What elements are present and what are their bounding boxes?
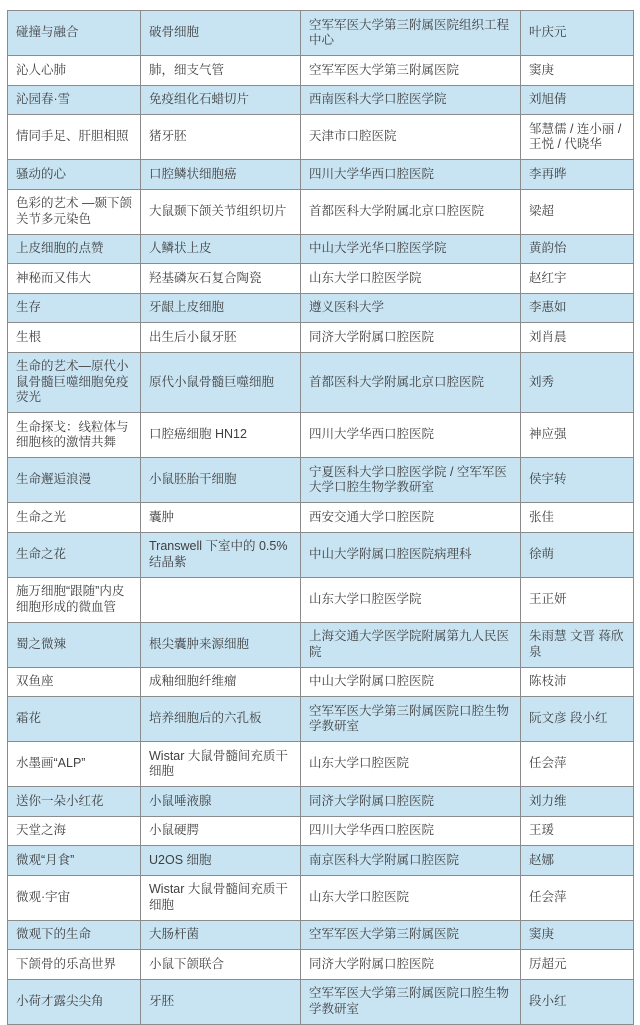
table-row: [8, 979, 634, 1024]
table-row: [8, 622, 634, 667]
table-row: [8, 352, 634, 413]
specimen-cell: 原代小鼠骨髓巨噬细胞: [141, 352, 301, 413]
authors-cell: 窦庚: [521, 56, 634, 86]
authors-cell: 窦庚: [521, 920, 634, 950]
specimen-cell: 牙龈上皮细胞: [141, 293, 301, 323]
specimen-cell: Wistar 大鼠骨髓间充质干细胞: [141, 742, 301, 787]
institution-cell: 山东大学口腔医院: [301, 742, 521, 787]
table-row: [8, 189, 634, 234]
artwork-title-cell: 微观下的生命: [8, 920, 141, 950]
artwork-title-cell: 情同手足、肝胆相照: [8, 115, 141, 160]
authors-cell: 陈枝沛: [521, 667, 634, 697]
institution-cell: 中山大学附属口腔医院病理科: [301, 532, 521, 577]
table-row: [8, 950, 634, 980]
authors-cell: 任会萍: [521, 875, 634, 920]
institution-cell: 四川大学华西口腔医院: [301, 160, 521, 190]
table-row: [8, 787, 634, 817]
table-row: [8, 293, 634, 323]
institution-cell: 山东大学口腔医学院: [301, 577, 521, 622]
authors-cell: 朱雨慧 文晋 蒋欣泉: [521, 622, 634, 667]
table-row: [8, 115, 634, 160]
institution-cell: 同济大学附属口腔医院: [301, 787, 521, 817]
table-row: [8, 11, 634, 56]
authors-cell: 李惠如: [521, 293, 634, 323]
table-row: [8, 816, 634, 846]
artwork-title-cell: 小荷才露尖尖角: [8, 979, 141, 1024]
artwork-title-cell: 生命之花: [8, 532, 141, 577]
table-row: [8, 85, 634, 115]
institution-cell: 同济大学附属口腔医院: [301, 950, 521, 980]
specimen-cell: 牙胚: [141, 979, 301, 1024]
institution-cell: 中山大学附属口腔医院: [301, 667, 521, 697]
authors-cell: 赵红宇: [521, 264, 634, 294]
specimen-cell: 小鼠硬腭: [141, 816, 301, 846]
institution-cell: 中山大学光华口腔医学院: [301, 234, 521, 264]
authors-cell: 阮文彦 段小红: [521, 697, 634, 742]
authors-cell: 刘旭倩: [521, 85, 634, 115]
artwork-title-cell: 生命之光: [8, 503, 141, 533]
specimen-cell: 根尖囊肿来源细胞: [141, 622, 301, 667]
artwork-title-cell: 水墨画“ALP”: [8, 742, 141, 787]
artwork-title-cell: 色彩的艺术 —颞下颌关节多元染色: [8, 189, 141, 234]
specimen-cell: 小鼠下颌联合: [141, 950, 301, 980]
institution-cell: 西南医科大学口腔医学院: [301, 85, 521, 115]
artwork-title-cell: 下颌骨的乐高世界: [8, 950, 141, 980]
institution-cell: 空军军医大学第三附属医院口腔生物学教研室: [301, 979, 521, 1024]
artwork-title-cell: 施万细胞“跟随”内皮细胞形成的微血管: [8, 577, 141, 622]
authors-cell: 段小红: [521, 979, 634, 1024]
table-row: [8, 667, 634, 697]
specimen-cell: 培养细胞后的六孔板: [141, 697, 301, 742]
table-row: [8, 875, 634, 920]
institution-cell: 南京医科大学附属口腔医院: [301, 846, 521, 876]
specimen-cell: 囊肿: [141, 503, 301, 533]
artwork-title-cell: 上皮细胞的点赞: [8, 234, 141, 264]
specimen-cell: 小鼠胚胎干细胞: [141, 458, 301, 503]
institution-cell: 首都医科大学附属北京口腔医院: [301, 189, 521, 234]
specimen-cell: 猪牙胚: [141, 115, 301, 160]
authors-cell: 李再晔: [521, 160, 634, 190]
institution-cell: 四川大学华西口腔医院: [301, 816, 521, 846]
institution-cell: 空军军医大学第三附属医院: [301, 920, 521, 950]
institution-cell: 遵义医科大学: [301, 293, 521, 323]
authors-cell: 侯宇转: [521, 458, 634, 503]
specimen-cell: 破骨细胞: [141, 11, 301, 56]
specimen-cell: 小鼠唾液腺: [141, 787, 301, 817]
table-row: [8, 234, 634, 264]
table-row: [8, 56, 634, 86]
specimen-cell: 肺，细支气管: [141, 56, 301, 86]
authors-cell: 厉超元: [521, 950, 634, 980]
institution-cell: 四川大学华西口腔医院: [301, 413, 521, 458]
specimen-cell: 人鳞状上皮: [141, 234, 301, 264]
table-row: [8, 920, 634, 950]
authors-cell: 王瑗: [521, 816, 634, 846]
artwork-title-cell: 沁园春·雪: [8, 85, 141, 115]
specimen-cell: U2OS 细胞: [141, 846, 301, 876]
specimen-cell: 出生后小鼠牙胚: [141, 323, 301, 353]
artwork-title-cell: 霜花: [8, 697, 141, 742]
table-row: [8, 503, 634, 533]
artwork-title-cell: 天堂之海: [8, 816, 141, 846]
institution-cell: 上海交通大学医学院附属第九人民医院: [301, 622, 521, 667]
table-row: [8, 264, 634, 294]
artwork-title-cell: 微观“月食”: [8, 846, 141, 876]
artwork-title-cell: 生存: [8, 293, 141, 323]
institution-cell: 同济大学附属口腔医院: [301, 323, 521, 353]
specimen-cell: 免疫组化石蜡切片: [141, 85, 301, 115]
institution-cell: 首都医科大学附属北京口腔医院: [301, 352, 521, 413]
institution-cell: 天津市口腔医院: [301, 115, 521, 160]
entries-table: [7, 10, 634, 1025]
specimen-cell: Transwell 下室中的 0.5% 结晶紫: [141, 532, 301, 577]
table-row: [8, 160, 634, 190]
authors-cell: 梁超: [521, 189, 634, 234]
specimen-cell: 口腔癌细胞 HN12: [141, 413, 301, 458]
table-row: [8, 413, 634, 458]
authors-cell: 刘秀: [521, 352, 634, 413]
institution-cell: 空军军医大学第三附属医院口腔生物学教研室: [301, 697, 521, 742]
specimen-cell: 成釉细胞纤维瘤: [141, 667, 301, 697]
specimen-cell: 口腔鳞状细胞癌: [141, 160, 301, 190]
artwork-title-cell: 蜀之微辣: [8, 622, 141, 667]
artwork-title-cell: 生根: [8, 323, 141, 353]
artwork-title-cell: 骚动的心: [8, 160, 141, 190]
table-row: [8, 458, 634, 503]
table-row: [8, 532, 634, 577]
entries-table-body: [8, 11, 634, 1025]
institution-cell: 空军军医大学第三附属医院: [301, 56, 521, 86]
authors-cell: 神应强: [521, 413, 634, 458]
institution-cell: 山东大学口腔医院: [301, 875, 521, 920]
authors-cell: 刘力维: [521, 787, 634, 817]
table-row: [8, 846, 634, 876]
table-row: [8, 577, 634, 622]
authors-cell: 叶庆元: [521, 11, 634, 56]
specimen-cell: [141, 577, 301, 622]
authors-cell: 黄韵怡: [521, 234, 634, 264]
authors-cell: 张佳: [521, 503, 634, 533]
institution-cell: 空军军医大学第三附属医院组织工程中心: [301, 11, 521, 56]
table-row: [8, 323, 634, 353]
artwork-title-cell: 神秘而又伟大: [8, 264, 141, 294]
specimen-cell: Wistar 大鼠骨髓间充质干细胞: [141, 875, 301, 920]
specimen-cell: 羟基磷灰石复合陶瓷: [141, 264, 301, 294]
artwork-title-cell: 沁人心肺: [8, 56, 141, 86]
artwork-title-cell: 生命探戈：线粒体与细胞核的激情共舞: [8, 413, 141, 458]
institution-cell: 山东大学口腔医学院: [301, 264, 521, 294]
institution-cell: 西安交通大学口腔医院: [301, 503, 521, 533]
artwork-title-cell: 双鱼座: [8, 667, 141, 697]
table-row: [8, 742, 634, 787]
authors-cell: 刘肖晨: [521, 323, 634, 353]
artwork-title-cell: 生命的艺术—原代小鼠骨髓巨噬细胞免疫荧光: [8, 352, 141, 413]
artwork-title-cell: 碰撞与融合: [8, 11, 141, 56]
authors-cell: 任会萍: [521, 742, 634, 787]
specimen-cell: 大肠杆菌: [141, 920, 301, 950]
specimen-cell: 大鼠颞下颌关节组织切片: [141, 189, 301, 234]
artwork-title-cell: 微观·宇宙: [8, 875, 141, 920]
artwork-title-cell: 生命邂逅浪漫: [8, 458, 141, 503]
authors-cell: 王正妍: [521, 577, 634, 622]
authors-cell: 赵娜: [521, 846, 634, 876]
artwork-title-cell: 送你一朵小红花: [8, 787, 141, 817]
authors-cell: 邹慧儒 / 连小丽 / 王悦 / 代晓华: [521, 115, 634, 160]
institution-cell: 宁夏医科大学口腔医学院 / 空军军医大学口腔生物学教研室: [301, 458, 521, 503]
authors-cell: 徐萌: [521, 532, 634, 577]
table-row: [8, 697, 634, 742]
